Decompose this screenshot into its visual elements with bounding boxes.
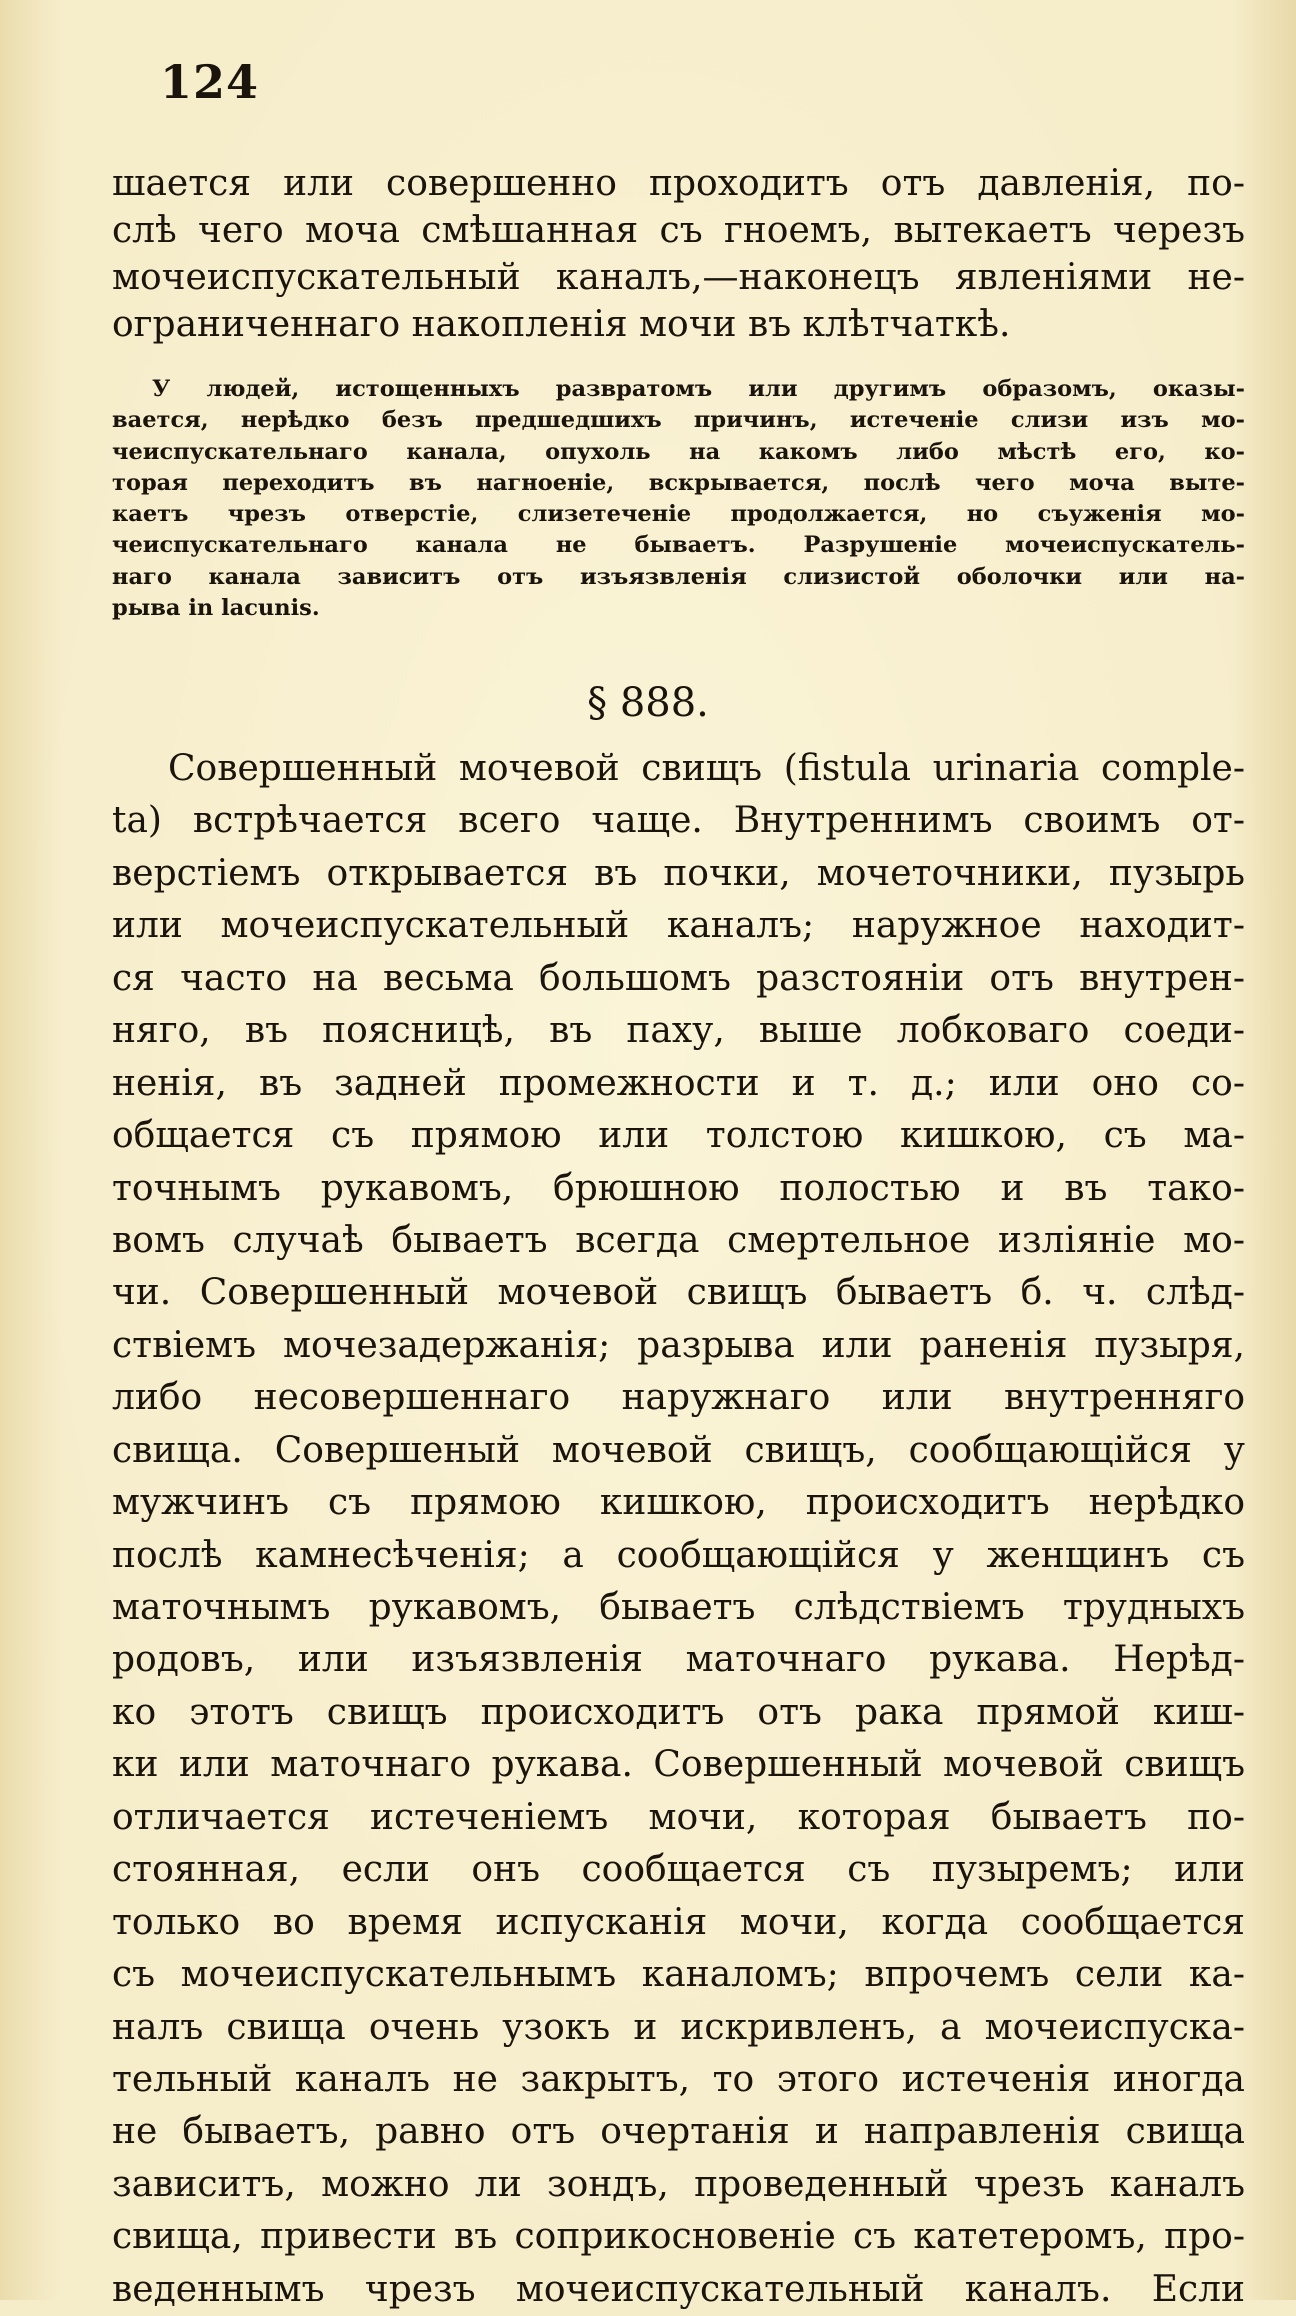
note-line: каетъ чрезъ отверстіе, слизетеченіе продолжается, но съуженія мо- xyxy=(112,501,1245,528)
text-line: послѣ камнесѣченія; а сообщающійся у женщинъ съ xyxy=(112,1534,1245,1576)
text-line: слѣ чего моча смѣшанная съ гноемъ, вытекаетъ черезъ xyxy=(112,210,1245,251)
text-line: ненія, въ задней промежности и т. д.; или оно со- xyxy=(112,1062,1245,1104)
text-line: родовъ, или изъязвленія маточнаго рукава. Нерѣд- xyxy=(112,1639,1245,1681)
note-line: чеиспускательнаго канала не бываетъ. Разрушеніе мочеиспускатель- xyxy=(112,532,1245,559)
text-line: отличается истеченіемъ мочи, которая бываетъ по- xyxy=(112,1796,1245,1838)
text-line: ки или маточнаго рукава. Совершенный мочевой свищъ xyxy=(112,1744,1245,1786)
text-line: зависитъ, можно ли зондъ, проведенный чрезъ каналъ xyxy=(112,2163,1245,2205)
text-line: ся часто на весьма большомъ разстояніи отъ внутрен- xyxy=(112,957,1245,999)
text-line: вомъ случаѣ бываетъ всегда смертельное изліяніе мо- xyxy=(112,1219,1245,1261)
text-line: свища, привести въ соприкосновеніе съ катетеромъ, про- xyxy=(112,2216,1245,2258)
note-line: рыва in lacunis. xyxy=(112,595,320,622)
text-line: шается или совершенно проходитъ отъ давленія, по- xyxy=(112,163,1245,204)
section-heading: § 888. xyxy=(587,680,709,726)
text-line: или мочеиспускательный каналъ; наружное находит- xyxy=(112,905,1245,947)
note-line: наго канала зависитъ отъ изъязвленія слизистой оболочки или на- xyxy=(112,563,1245,590)
text-line: ко этотъ свищъ происходитъ отъ рака прямой киш- xyxy=(112,1691,1245,1733)
text-line: мочеиспускательный каналъ,—наконецъ явленіями не- xyxy=(112,257,1245,298)
text-line: только во время испусканія мочи, когда сообщается xyxy=(112,1901,1245,1943)
text-line: свища. Совершеный мочевой свищъ, сообщающійся у xyxy=(112,1429,1245,1471)
continued-paragraph xyxy=(112,160,1245,348)
text-line: общается съ прямою или толстою кишкою, съ ма- xyxy=(112,1115,1245,1157)
text-line: ствіемъ мочезадержанія; разрыва или раненія пузыря, xyxy=(112,1324,1245,1366)
note-line: торая переходитъ въ нагноеніе, вскрывается, послѣ чего моча выте- xyxy=(112,469,1245,496)
text-line: Совершенный мочевой свищъ (fistula urinaria comple- xyxy=(168,748,1245,789)
text-line: верстіемъ открывается въ почки, мочеточники, пузырь xyxy=(112,852,1245,894)
text-line: веденнымъ чрезъ мочеиспускательный каналъ. Если xyxy=(112,2268,1245,2310)
footnote-paragraph xyxy=(112,374,1245,624)
text-line: мужчинъ съ прямою кишкою, происходитъ нерѣдко xyxy=(112,1482,1245,1524)
text-line: стоянная, если онъ сообщается съ пузыремъ; или xyxy=(112,1849,1245,1891)
note-line: У людей, истощенныхъ развратомъ или другимъ образомъ, оказы- xyxy=(152,376,1245,402)
text-line: ограниченнаго накопленія мочи въ клѣтчаткѣ. xyxy=(112,304,1011,345)
text-line: чи. Совершенный мочевой свищъ бываетъ б. ч. слѣд- xyxy=(112,1272,1245,1314)
page-number: 124 xyxy=(160,55,260,109)
text-line: маточнымъ рукавомъ, бываетъ слѣдствіемъ трудныхъ xyxy=(112,1587,1245,1628)
text-line: не бываетъ, равно отъ очертанія и направленія свища xyxy=(112,2111,1245,2153)
text-line: няго, въ поясницѣ, въ паху, выше лобковаго соеди- xyxy=(112,1010,1245,1052)
note-line: вается, нерѣдко безъ предшедшихъ причинъ, истеченіе слизи изъ мо- xyxy=(112,407,1245,434)
text-line: либо несовершеннаго наружнаго или внутренняго xyxy=(112,1377,1245,1419)
section-body xyxy=(112,743,1245,2316)
text-line: съ мочеиспускательнымъ каналомъ; впрочемъ сели ка- xyxy=(112,1954,1245,1996)
text-line: тельный каналъ не закрытъ, то этого истеченія иногда xyxy=(112,2058,1245,2100)
note-line: чеиспускательнаго канала, опухоль на какомъ либо мѣстѣ его, ко- xyxy=(112,438,1245,465)
text-line: ta) встрѣчается всего чаще. Внутреннимъ своимъ от- xyxy=(112,800,1245,842)
text-line: налъ свища очень узокъ и искривленъ, а мочеиспуска- xyxy=(112,2006,1245,2048)
text-line: точнымъ рукавомъ, брюшною полостью и въ тако- xyxy=(112,1167,1245,1209)
